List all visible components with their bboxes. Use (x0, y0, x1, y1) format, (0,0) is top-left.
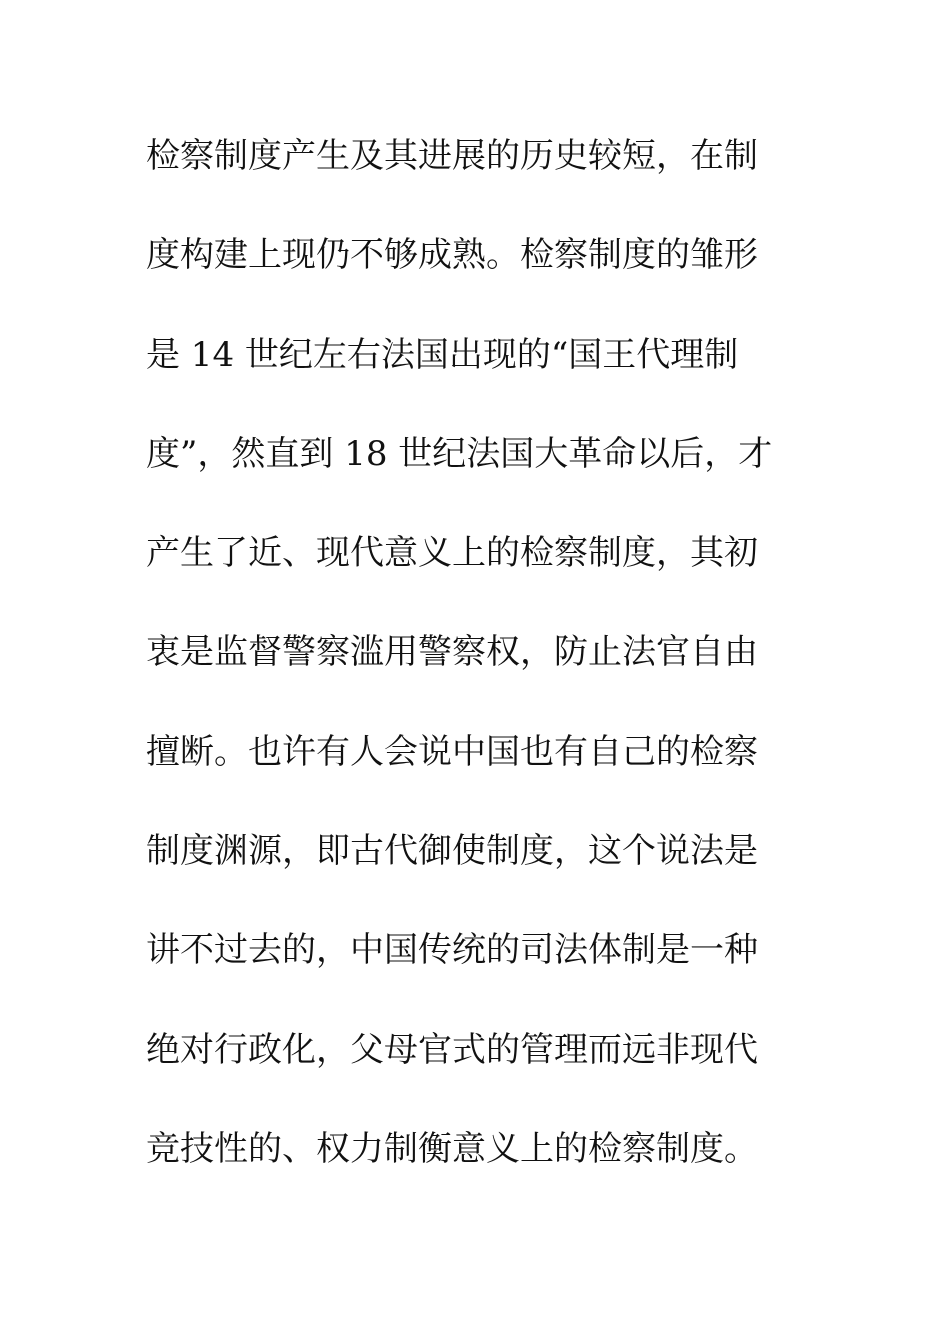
text-line: 产生了近、现代意义上的检察制度，其初 (146, 533, 758, 574)
text-line: 度”，然直到 18 世纪法国大革命以后，才 (146, 433, 773, 474)
text-line: 度构建上现仍不够成熟。检察制度的雏形 (146, 235, 758, 276)
text-line: 竞技性的、权力制衡意义上的检察制度。 (146, 1128, 758, 1169)
text-line: 擅断。也许有人会说中国也有自己的检察 (146, 731, 758, 772)
text-line: 是 14 世纪左右法国出现的“国王代理制 (146, 334, 739, 375)
text-line: 绝对行政化，父母官式的管理而远非现代 (146, 1029, 758, 1070)
paragraph (146, 126, 826, 1218)
text-line: 讲不过去的，中国传统的司法体制是一种 (146, 930, 758, 971)
text-line: 制度渊源，即古代御使制度，这个说法是 (146, 831, 758, 872)
text-line: 衷是监督警察滥用警察权，防止法官自由 (146, 632, 758, 673)
text-line: 检察制度产生及其进展的历史较短，在制 (146, 136, 758, 176)
